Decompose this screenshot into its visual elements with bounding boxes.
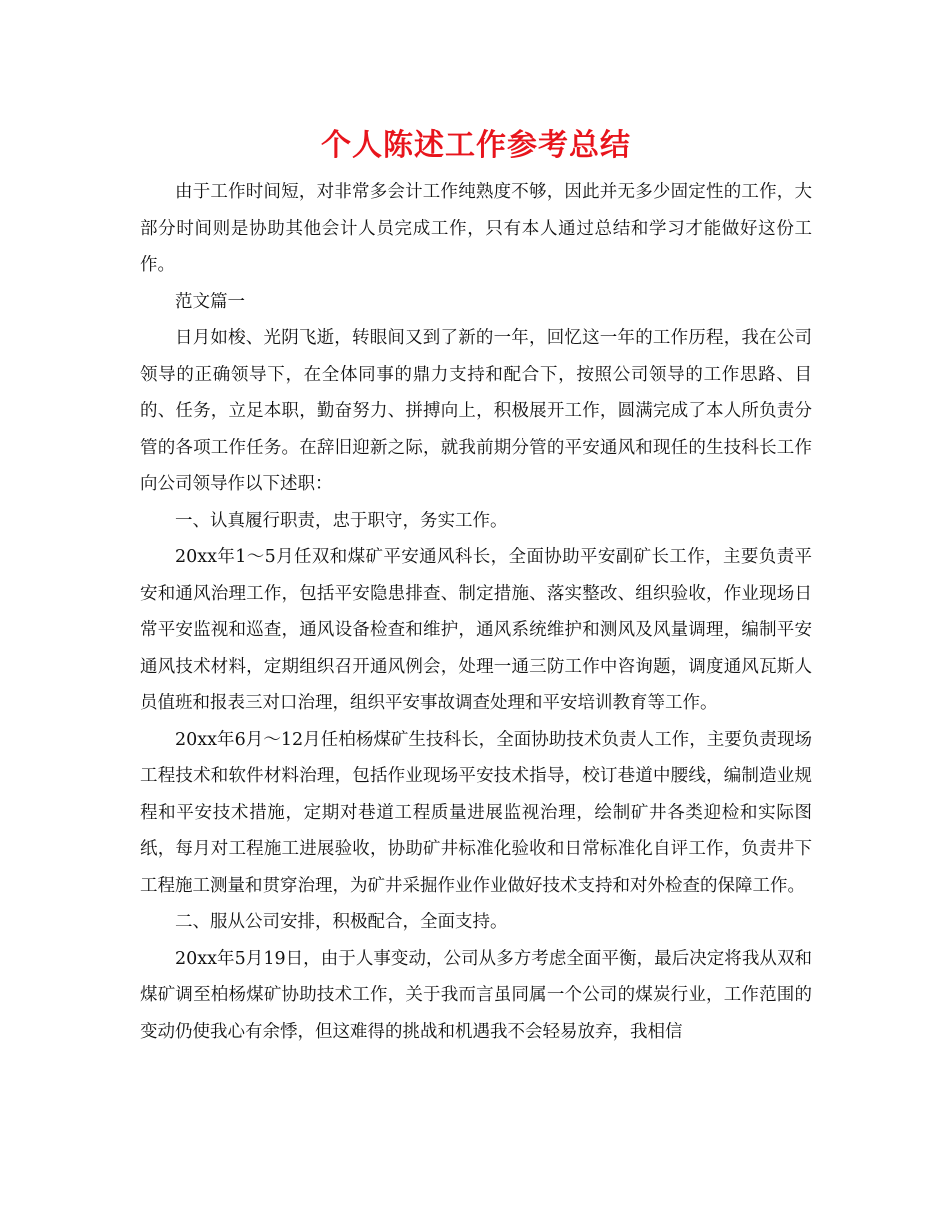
intro-paragraph: 由于工作时间短，对非常多会计工作纯熟度不够，因此并无多少固定性的工作，大部分时间则是协助其他会计人员完成工作，只有本人通过总结和学习才能做好这份工作。 [140, 182, 812, 275]
body-paragraph: 日月如梭、光阴飞逝，转眼间又到了新的一年，回忆这一年的工作历程，我在公司领导的正确领导下，在全体同事的鼎力支持和配合下，按照公司领导的工作思路、目的、任务，立足本职，勤奋努力、拼搏向上，积极展开工作，圆满完成了本人所负责分管的各项工作任务。在辞旧迎新之际，就我前期分管的平安通风和现任的生技科长工作向公司领导作以下述职： [140, 328, 812, 494]
document-page [140, 120, 812, 1050]
document-title: 个人陈述工作参考总结 [321, 128, 631, 163]
body-paragraph: 20xx年5月19日，由于人事变动，公司从多方考虑全面平衡，最后决定将我从双和煤矿调至柏杨煤矿协助技术工作，关于我而言虽同属一个公司的煤炭行业，工作范围的变动仍使我心有余悸，但这难得的挑战和机遇我不会轻易放弃，我相信 [140, 948, 812, 1042]
section-heading-two: 二、服从公司安排，积极配合，全面支持。 [175, 912, 508, 932]
body-paragraph: 20xx年6月～12月任柏杨煤矿生技科长，全面协助技术负责人工作，主要负责现场工程技术和软件材料治理，包括作业现场平安技术指导，校订巷道中腰线，编制造业规程和平安技术措施，定期对巷道工程质量进展监视治理，绘制矿井各类迎检和实际图纸，每月对工程施工进展验收，协助矿井标准化验收和日常标准化自评工作，负责井下工程施工测量和贯穿治理，为矿井采掘作业作业做好技术支持和对外检查的保障工作。 [140, 729, 812, 896]
section-heading-sample-one: 范文篇一 [175, 291, 245, 312]
section-heading-one: 一、认真履行职责，忠于职守，务实工作。 [175, 510, 508, 531]
body-paragraph: 20xx年1～5月任双和煤矿平安通风科长，全面协助平安副矿长工作，主要负责平安和通风治理工作，包括平安隐患排查、制定措施、落实整改、组织验收，作业现场日常平安监视和巡查，通风设备检查和维护，通风系统维护和测风及风量调理，编制平安通风技术材料，定期组织召开通风例会，处理一通三防工作中咨询题，调度通风瓦斯人员值班和报表三对口治理，组织平安事故调查处理和平安培训教育等工作。 [140, 547, 812, 713]
